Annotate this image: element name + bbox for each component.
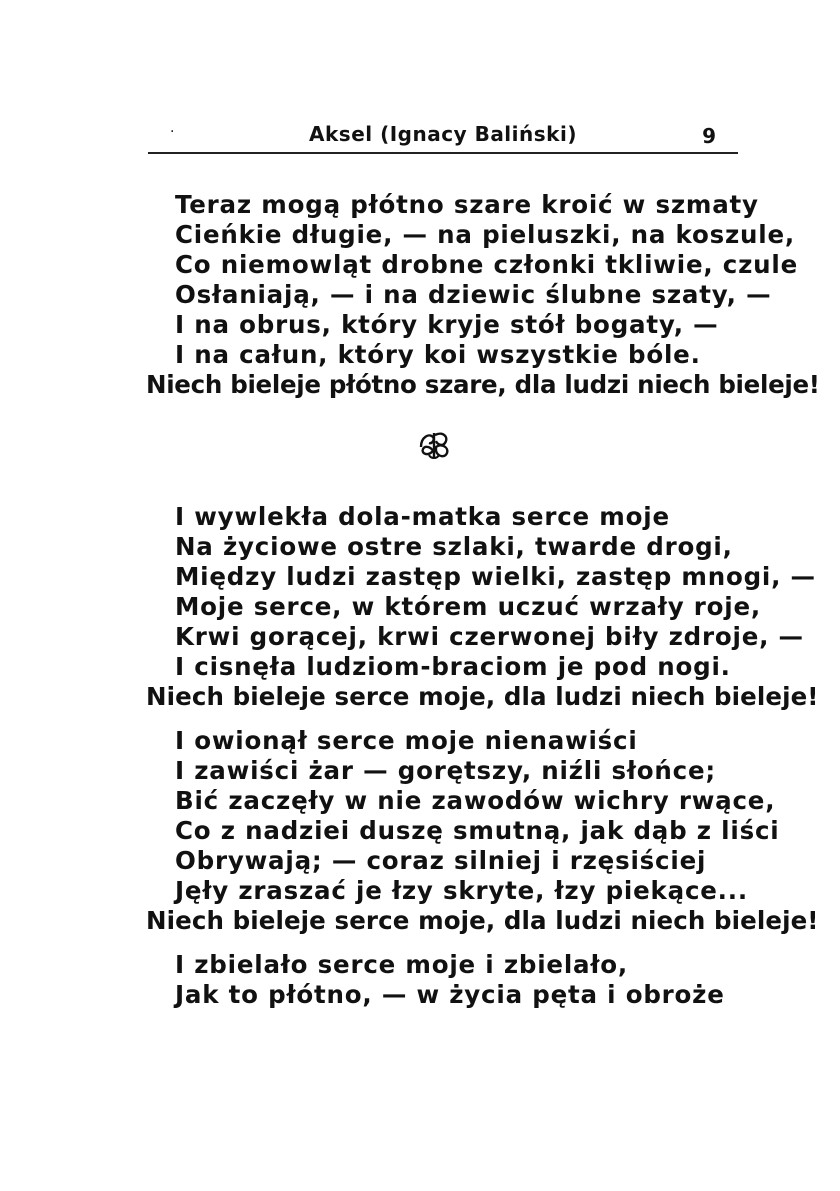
verse-line: Co z nadziei duszę smutną, jak dąb z liści bbox=[175, 816, 780, 845]
verse-line: Teraz mogą płótno szare kroić w szmaty bbox=[175, 190, 759, 219]
verse-line: I zawiści żar — gorętszy, niźli słońce; bbox=[175, 756, 716, 785]
verse-line: Osłaniają, — i na dziewic ślubne szaty, — bbox=[175, 280, 772, 309]
verse-line: Jak to płótno, — w życia pęta i obroże bbox=[175, 980, 725, 1009]
verse-refrain: Niech bieleje serce moje, dla ludzi niech bieleje! bbox=[146, 682, 819, 711]
running-title: Aksel (Ignacy Baliński) bbox=[309, 122, 577, 146]
verse-line: Krwi gorącej, krwi czerwonej biły zdroje, — bbox=[175, 622, 804, 651]
verse-line: I na obrus, który kryje stół bogaty, — bbox=[175, 310, 719, 339]
verse-line: I cisnęła ludziom-braciom je pod nogi. bbox=[175, 652, 731, 681]
verse-line: Na życiowe ostre szlaki, twarde drogi, bbox=[175, 532, 733, 561]
verse-line: I na całun, który koi wszystkie bóle. bbox=[175, 340, 701, 369]
header-marker: · bbox=[170, 124, 175, 140]
verse-line: Jęły zraszać je łzy skryte, łzy piekące... bbox=[175, 876, 749, 905]
floral-vignette-icon bbox=[417, 427, 453, 463]
verse-line: Co niemowląt drobne członki tkliwie, czule bbox=[175, 250, 799, 279]
verse-line: Między ludzi zastęp wielki, zastęp mnogi, — bbox=[175, 562, 816, 591]
page-number: 9 bbox=[702, 124, 716, 148]
verse-line: I wywlekła dola-matka serce moje bbox=[175, 502, 670, 531]
verse-line: I owionął serce moje nienawiści bbox=[175, 726, 638, 755]
page-header bbox=[148, 118, 738, 154]
verse-line: Cieńkie długie, — na pieluszki, na koszule, bbox=[175, 220, 796, 249]
verse-line: I zbielało serce moje i zbielało, bbox=[175, 950, 628, 979]
verse-refrain: Niech bieleje płótno szare, dla ludzi niech bieleje! bbox=[146, 370, 820, 399]
verse-line: Bić zaczęły w nie zawodów wichry rwące, bbox=[175, 786, 776, 815]
verse-line: Moje serce, w którem uczuć wrzały roje, bbox=[175, 592, 762, 621]
verse-line: Obrywają; — coraz silniej i rzęsiściej bbox=[175, 846, 707, 875]
verse-refrain: Niech bieleje serce moje, dla ludzi niech bieleje! bbox=[146, 906, 819, 935]
